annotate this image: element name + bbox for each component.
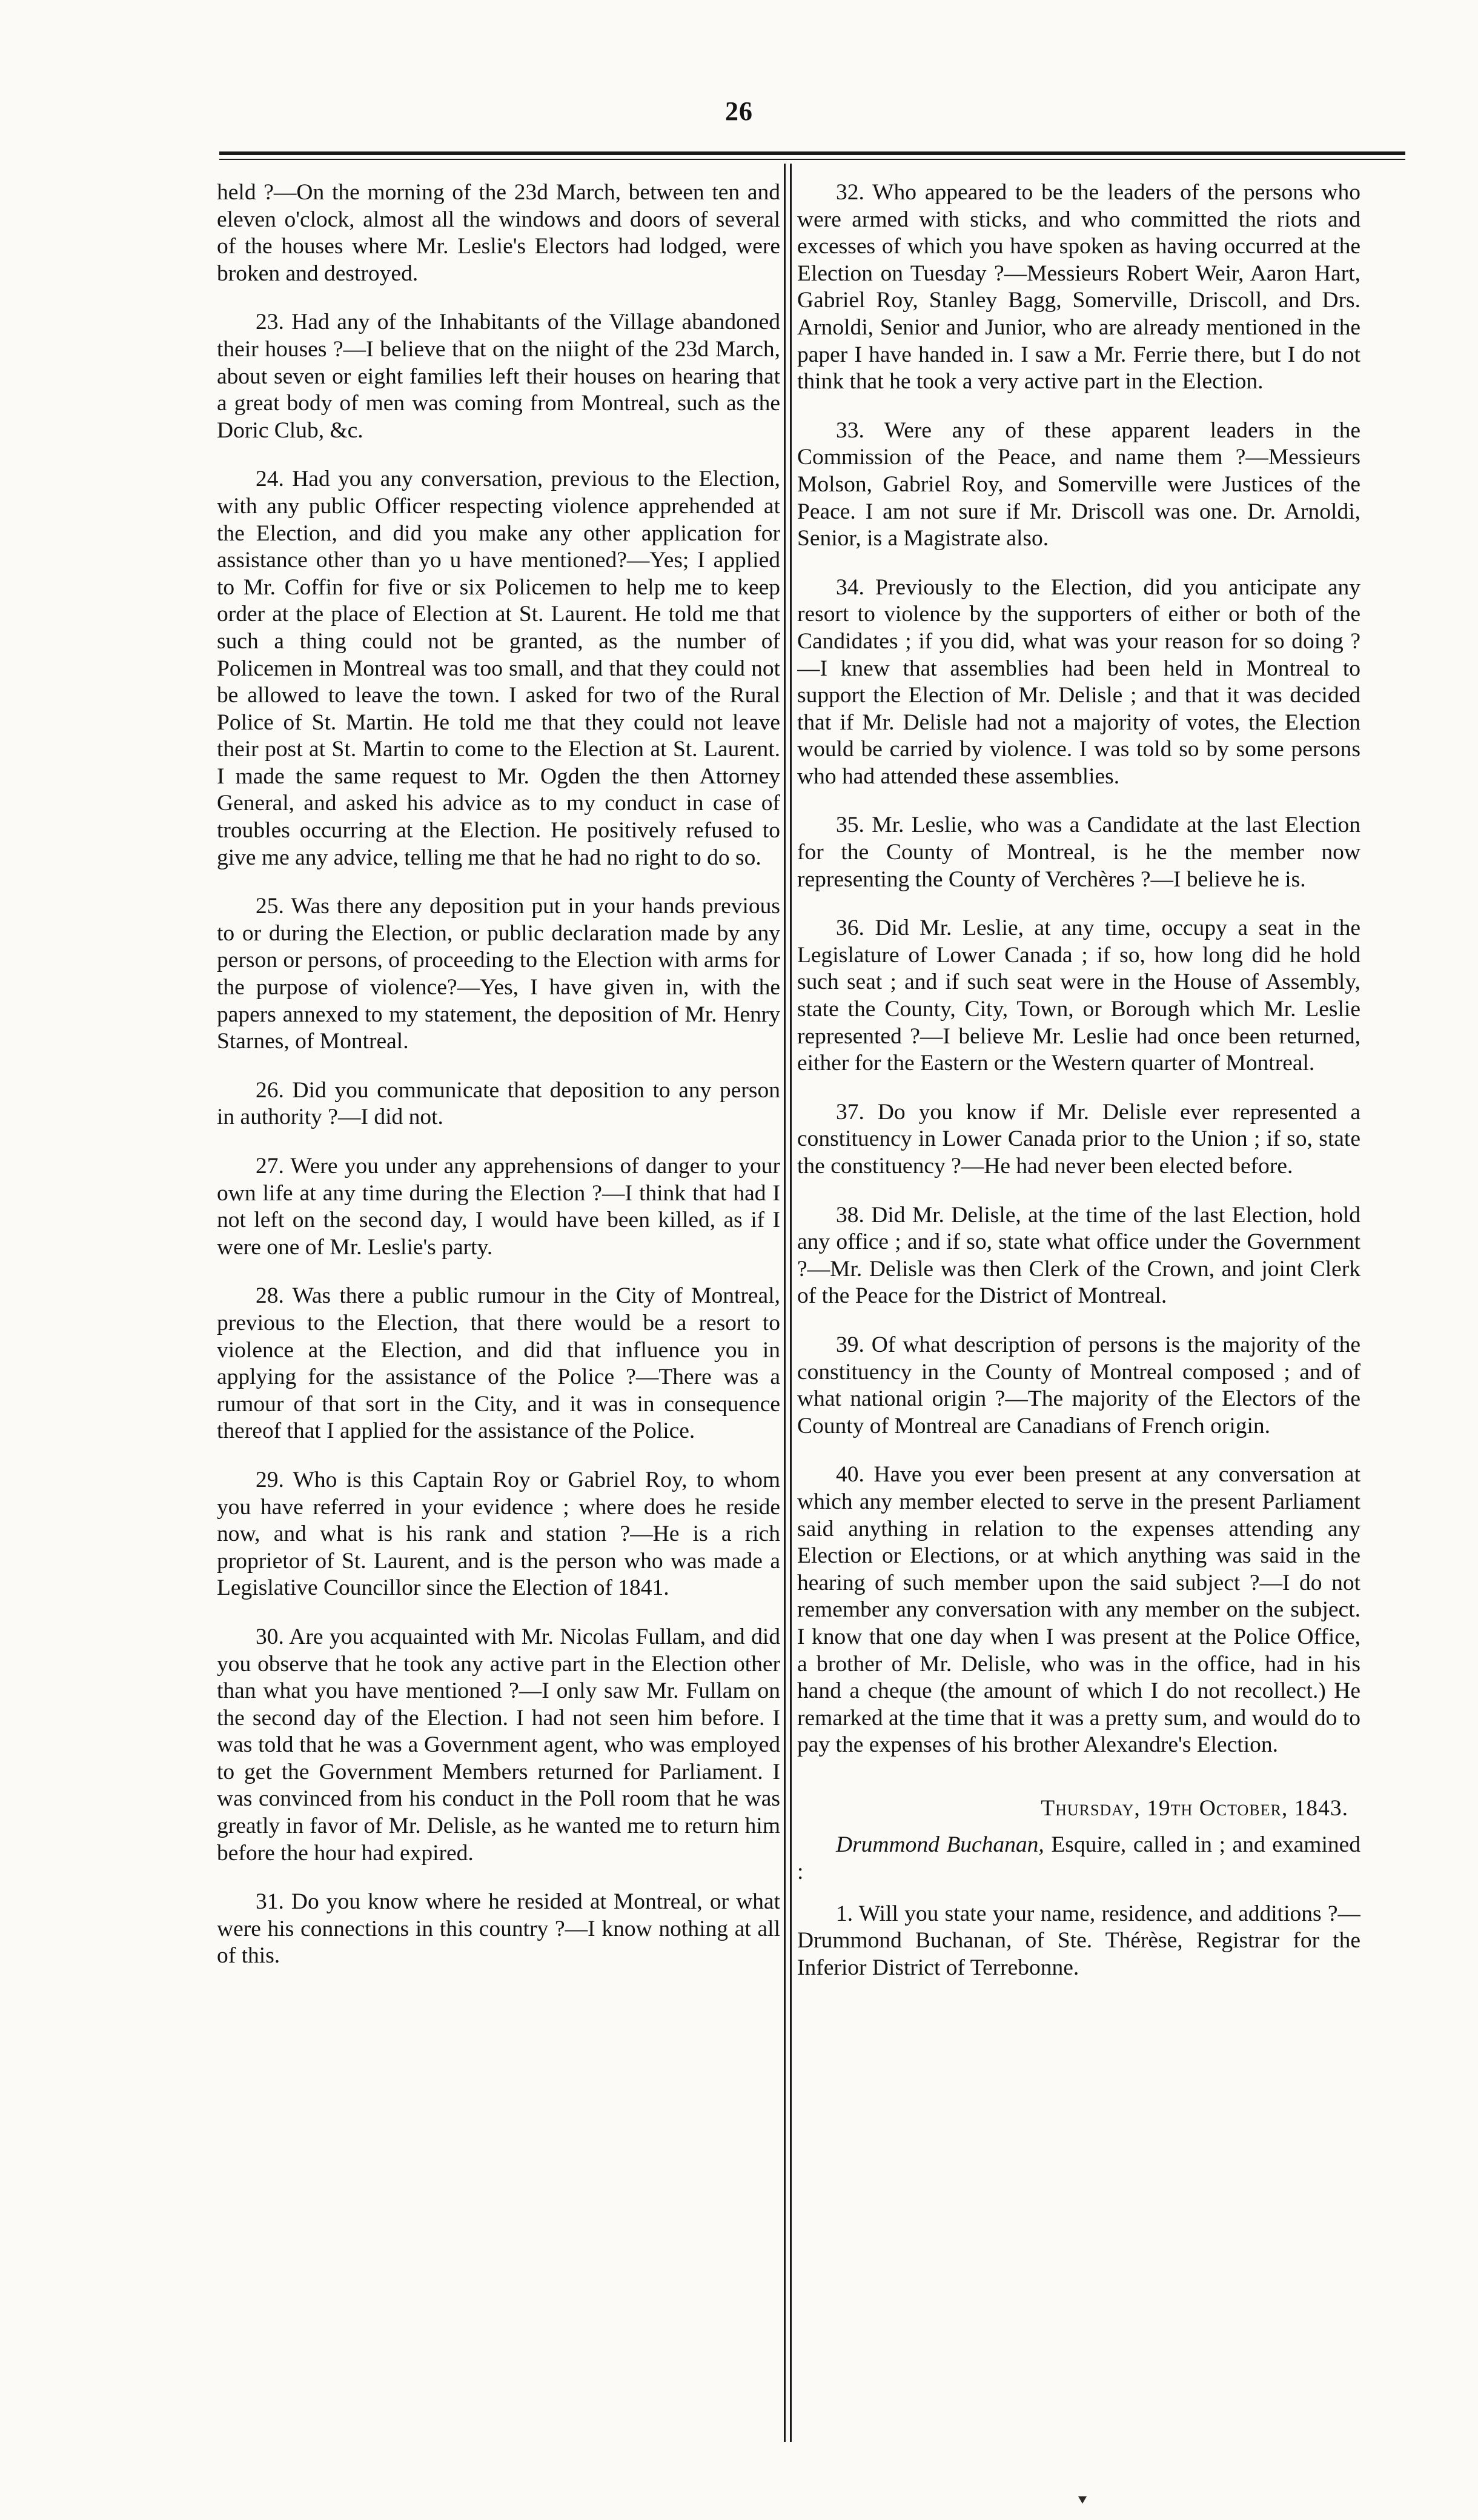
question-37: 37. Do you know if Mr. Delisle ever represented a constituency in Lower Canada prior to the Union ; if so, state the constituency ?—He had never been elected before. <box>797 1099 1360 1179</box>
question-27: 27. Were you under any apprehensions of danger to your own life at any time during the Election ?—I think that had I not left on the second day, I would have been killed, as if I were one of Mr. Leslie's party. <box>217 1154 780 1260</box>
header-rule-thick <box>219 151 1405 155</box>
question-34: 34. Previously to the Election, did you anticipate any resort to violence by the supporters of either or both of the Candidates ; if you did, what was your reason for so doing ?—I knew that assemblies had been held in Montreal to support the Election of Mr. Delisle ; and that it was decided that if Mr. Delisle had not a majority of votes, the Election would be carried by violence. I was told so by some persons who had attended these assemblies. <box>797 574 1360 789</box>
question-23: 23. Had any of the Inhabitants of the Village abandoned their houses ?—I believe that on the niight of the 23d March, about seven or eight families left their houses on hearing that a great body of men was coming from Montreal, such as the Doric Club, &c. <box>217 310 780 443</box>
page-number: 26 <box>725 96 753 126</box>
column-divider-right <box>790 164 792 2442</box>
question-24: 24. Had you any conversation, previous to the Election, with any public Officer respecting violence apprehended at the Election, and did you make any other application for assistance other than yo u have mentioned?—Yes; I applied to Mr. Coffin for five or six Policemen to help me to keep order at the place of Election at St. Laurent. He told me that such a thing could not be granted, as the number of Policemen in Montreal was too small, and that they could not be allowed to leave the town. I asked for two of the Rural Police of St. Martin. He told me that they could not leave their post at St. Martin to come to the Election at St. Laurent. I made the same request to Mr. Ogden the then Attorney General, and asked his advice as to my conduct in case of troubles occurring at the Election. He positively refused to give me any advice, telling me that he had no right to do so. <box>217 467 780 870</box>
printer-mark <box>1078 2496 1087 2504</box>
question-33: 33. Were any of these apparent leaders in the Commission of the Peace, and name them ?—Messieurs Molson, Gabriel Roy, and Somerville were Justices of the Peace. I am not sure if Mr. Driscoll was one. Dr. Arnoldi, Senior, is a Magistrate also. <box>797 417 1360 551</box>
question-25: 25. Was there any deposition put in your hands previous to or during the Election, or public declaration made by any person or persons, of proceeding to the Election with arms for the purpose of violence?—Yes, I have given in, with the papers annexed to my statement, the deposition of Mr. Henry Starnes, of Montreal. <box>217 894 780 1054</box>
question-31: 31. Do you know where he resided at Montreal, or what were his connections in this country ?—I know nothing at all of this. <box>217 1889 780 1969</box>
question-36: 36. Did Mr. Leslie, at any time, occupy a seat in the Legislature of Lower Canada ; if so, how long did he hold such seat ; and if such seat were in the House of Assembly, state the County, City, Town, or Borough which Mr. Leslie represented ?—I believe Mr. Leslie had once been returned, either for the Eastern or the Western quarter of Montreal. <box>797 916 1360 1076</box>
left-column <box>217 179 780 2421</box>
question-26: 26. Did you communicate that deposition to any person in authority ?—I did not. <box>217 1077 780 1130</box>
question-38: 38. Did Mr. Delisle, at the time of the last Election, hold any office ; and if so, state what office under the Government ?—Mr. Delisle was then Clerk of the Crown, and joint Clerk of the Peace for the District of Montreal. <box>797 1202 1360 1309</box>
witness-question-1: 1. Will you state your name, residence, and additions ?—Drummond Buchanan, of Ste. Thérèse, Registrar for the Inferior District of Terrebonne. <box>797 1901 1360 1980</box>
header-rule-thin <box>219 159 1405 160</box>
witness-name: Drummond Buchanan, <box>836 1832 1044 1858</box>
question-40: 40. Have you ever been present at any conversation at which any member elected to serve in the present Parliament said anything in relation to the expenses attending any Election or Elections, or at which anything was said in the hearing of such member upon the said subject ?—I do not remember any conversation with any member on the subject. I know that one day when I was present at the Police Office, a brother of Mr. Delisle, who was in the office, had in his hand a cheque (the amount of which I do not recollect.) He remarked at the time that it was a pretty sum, and would do to pay the expenses of his brother Alexandre's Election. <box>797 1462 1360 1758</box>
question-30: 30. Are you acquainted with Mr. Nicolas Fullam, and did you observe that he took any active part in the Election other than what you have mentioned ?—I only saw Mr. Fullam on the second day of the Election. I had not seen him before. I was told that he was a Government agent, who was employed to get the Government Members returned for Parliament. I was convinced from his conduct in the Poll room that he was greatly in favor of Mr. Delisle, as he wanted me to return him before the hour had expired. <box>217 1624 780 1866</box>
paragraph: held ?—On the morning of the 23d March, between ten and eleven o'clock, almost all the windows and doors of several of the houses where Mr. Leslie's Electors had lodged, were broken and destroyed. <box>217 180 780 286</box>
question-28: 28. Was there a public rumour in the City of Montreal, previous to the Election, that there would be a resort to violence at the Election, and did that influence you in applying for the assistance of the Police ?—There was a rumour of that sort in the City, and it was in consequence thereof that I applied for the assistance of the Police. <box>217 1283 780 1444</box>
session-date: Thursday, 19th October, 1843. <box>1041 1795 1348 1821</box>
question-39: 39. Of what description of persons is the majority of the constituency in the County of Montreal composed ; and of what national origin ?—The majority of the Electors of the County of Montreal are Canadians of French origin. <box>797 1332 1360 1438</box>
column-divider-left <box>784 164 786 2442</box>
question-32: 32. Who appeared to be the leaders of the persons who were armed with sticks, and who committed the riots and excesses of which you have spoken as having occurred at the Election on Tuesday ?—Messieurs Robert Weir, Aaron Hart, Gabriel Roy, Stanley Bagg, Somerville, Driscoll, and Drs. Arnoldi, Senior and Junior, who are already mentioned in the paper I have handed in. I saw a Mr. Ferrie there, but I do not think that he took a very active part in the Election. <box>797 180 1360 394</box>
witness-intro-rest: Esquire, called in ; and examined : <box>797 1832 1360 1885</box>
witness-intro <box>797 1832 1360 1886</box>
question-35: 35. Mr. Leslie, who was a Candidate at the last Election for the County of Montreal, is he the member now representing the County of Verchères ?—I believe he is. <box>797 813 1360 892</box>
question-29: 29. Who is this Captain Roy or Gabriel Roy, to whom you have referred in your evidence ; where does he reside now, and what is his rank and station ?—He is a rich proprietor of St. Laurent, and is the person who was made a Legislative Councillor since the Election of 1841. <box>217 1467 780 1601</box>
right-column <box>797 179 1360 2421</box>
